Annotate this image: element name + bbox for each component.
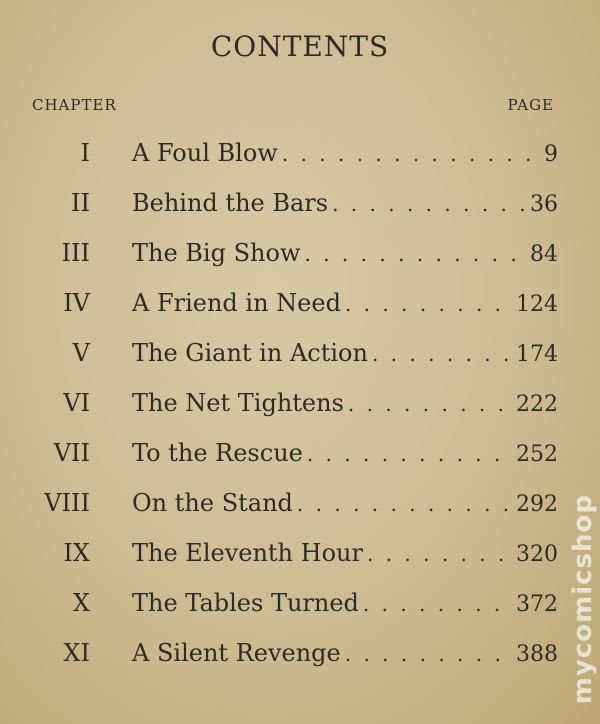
- chapter-row: [0, 328, 600, 378]
- chapter-title: A Silent Revenge: [132, 639, 341, 667]
- chapter-title: The Big Show: [132, 239, 301, 267]
- chapter-title: On the Stand: [132, 489, 293, 517]
- leader-dots: [307, 442, 512, 466]
- leader-dots: [367, 542, 512, 566]
- chapter-number: II: [71, 189, 90, 217]
- chapter-number: III: [61, 239, 90, 267]
- chapter-page: 372: [516, 592, 558, 617]
- chapter-page: 252: [516, 442, 558, 467]
- chapter-title: The Giant in Action: [132, 339, 368, 367]
- leader-dots: [297, 492, 512, 516]
- chapter-row: [0, 578, 600, 628]
- chapter-page: 292: [516, 492, 558, 517]
- leader-dots: [345, 292, 512, 316]
- chapter-column-header: CHAPTER: [32, 96, 117, 114]
- chapter-number: X: [72, 589, 90, 617]
- chapter-page: 124: [516, 292, 558, 317]
- chapter-page: 388: [516, 642, 558, 667]
- chapter-row: [0, 278, 600, 328]
- chapter-title: The Net Tightens: [132, 389, 344, 417]
- chapter-title: The Eleventh Hour: [132, 539, 363, 567]
- chapter-title: A Friend in Need: [132, 289, 341, 317]
- chapter-number: V: [72, 339, 90, 367]
- chapter-page: 9: [544, 142, 558, 167]
- chapter-row: [0, 178, 600, 228]
- chapter-page: 36: [530, 192, 558, 217]
- chapter-page: 222: [516, 392, 558, 417]
- leader-dots: [363, 592, 512, 616]
- chapter-number: VIII: [44, 489, 90, 517]
- chapter-page: 320: [516, 542, 558, 567]
- chapter-title: Behind the Bars: [132, 189, 329, 217]
- leader-dots: [372, 342, 512, 366]
- chapter-title: The Tables Turned: [132, 589, 359, 617]
- chapter-number: IX: [63, 539, 90, 567]
- chapter-row: [0, 228, 600, 278]
- leader-dots: [332, 192, 526, 216]
- chapter-number: VI: [63, 389, 90, 417]
- chapter-number: IV: [63, 289, 90, 317]
- chapter-number: XI: [63, 639, 90, 667]
- chapter-title: A Foul Blow: [132, 139, 278, 167]
- chapter-row: [0, 628, 600, 678]
- chapter-row: [0, 128, 600, 178]
- page-column-header: PAGE: [507, 96, 554, 114]
- chapter-row: [0, 528, 600, 578]
- leader-dots: [305, 242, 527, 266]
- leader-dots: [345, 642, 512, 666]
- chapter-number: I: [80, 139, 90, 167]
- chapter-title: To the Rescue: [132, 439, 303, 467]
- page-title: CONTENTS: [210, 30, 390, 63]
- watermark: mycomicshop: [568, 493, 598, 704]
- leader-dots: [282, 142, 540, 166]
- chapter-row: [0, 478, 600, 528]
- chapter-page: 84: [530, 242, 558, 267]
- leader-dots: [348, 392, 512, 416]
- chapter-row: [0, 428, 600, 478]
- chapter-page: 174: [516, 342, 558, 367]
- chapter-row: [0, 378, 600, 428]
- chapter-number: VII: [53, 439, 90, 467]
